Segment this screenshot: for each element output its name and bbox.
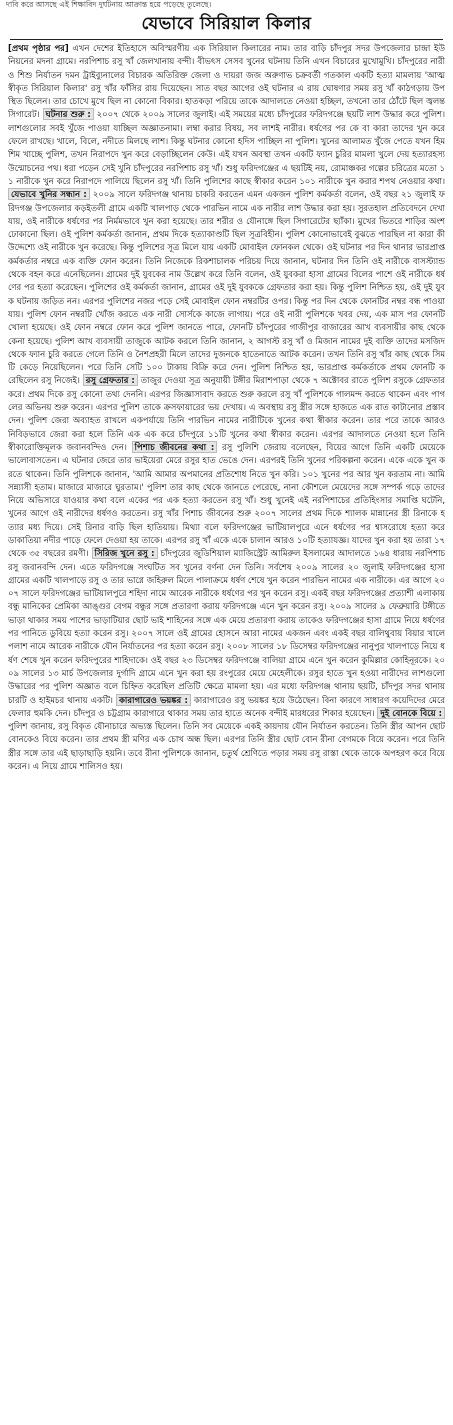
how-found-text: ২০০৯ সালে ফরিদগঞ্জ থানায় চাকরি করতেন এমন একজন পুলিশ কর্মকর্তা বলেন, ওই বছর ২১ জুলাই ফরিদগঞ্জ উপজেলার কড়ইতলী গ্রামে একটি খালপাড় থেকে পারভিন নামে এক নারীর লাশ উদ্ধার করা হয়। সুরতহাল প্রতিবেদনে দেখা যায়, ওই নারীকে ধর্ষণের পর নির্মমভাবে খুন করা হয়েছে। তার শরীর ও যৌনাঙ্গে ছিল সিগারেটের ছ্যাঁকা। মুখের ভিতরে শাড়ির অংশ ঢোকানো ছিল। ওই পুলিশ কর্মকর্তা জানান, প্রথম দিকে হত্যাকাণ্ডটি ছিল সূত্রবিহীন। পুলিশ কোনোভাবেই বুঝতে পারছিল না কারা কী উদ্দেশ্যে ওই নারীকে খুন করেছে। কিন্তু পুলিশের সূত্র মিলে যায় একটি মোবাইল ফোনকল থেকে। ওই ঘটনার পর দিন থানার ভারপ্রাপ্ত কর্মকর্তার নম্বরে এক ব্যক্তি ফোন করেন। তিনি নিজেকে রিকশাচালক পরিচয় দিয়ে জানান, ঘটনার দিন তিনি ওই নারীকে বাসস্ট্যান্ড থেকে বহন করে এনেছিলেন। গ্রামের দুই যুবকের নাম উল্লেখ করে তিনি বলেন, ওই যুবকরা হাসা গ্রামের বিলের পাশে ওই নারীকে ধর্ষণের পর হত্যা করেছেন। পুলিশের ওই কর্মকর্তা জানান, গ্রামের ওই দুই যুবককে গ্রেফতার করা হয়। কিন্তু পুলিশ নিশ্চিত হয়, ওই দুই যুবক ঘটনায় জড়িত নন। এরপর পুলিশের নজর পড়ে সেই মোবাইল ফোন নম্বরটির ওপর। কিন্তু পর দিন থেকে ফোনটির নম্বর বন্ধ পাওয়া যায়। পুলিশ ফোন নম্বরটি খোঁজ করতে এক নারী সোর্সকে কাজে লাগায়। পরে ওই নারী পুলিশকে খবর দেয়, এক মাস পর ফোনটি খোলা হয়েছে। ওই ফোন নম্বরে ফোন করে পুলিশ জানতে পারে, ফোনটি চাঁদপুরের গাজীপুর বাজারের আখ ব্যবসায়ীর কাছ থেকে কেনা হয়েছে। পুলিশ আখ ব্যবসায়ী তাজুকে আটক করলে তিনি জানান, ২ আগস্ট রসু খাঁ ও মিজান নামের দুই ব্যক্তি তাদের মসজিদ থেকে ফ্যান চুরি করতে গেলে তিনি ও নৈশপ্রহরী মিলে তাদের দুজনকে হাতেনাতে আটক করেন। তখন তিনি রসু খাঁর কাছ থেকে সিমটি কেড়ে নিয়েছিলেন। পরে তিনি সেটি ১০০ টাকায় বিক্রি করে দেন। পুলিশ নিশ্চিত হয়, ভারপ্রাপ্ত কর্মকর্তাকে প্রথম ফোনটি করেছিলেন রসু নিজেই। <box>8 189 445 386</box>
continued-from-tag: [প্রথম পৃষ্ঠার পর] <box>8 43 69 53</box>
arrest-text: তাজুর দেওয়া সূত্র অনুযায়ী টঙ্গীর মিরাশপাড়া থেকে ৭ অক্টোবর রাতে পুলিশ রসুকে গ্রেফতার করে। প্রথম দিকে রসু কোনো তথ্য দেননি। এরপর জিজ্ঞাসাবাদ করতে শুরু করলে রসু খাঁ পুলিশকে গালমন্দ করতে থাকেন এবং পাগলের অভিনয় শুরু করেন। এরপর পুলিশ তাকে ক্রসফায়ারের ভয় দেখায়। এ অবস্থায় রসু স্ত্রীর সঙ্গে হাজতে এক রাত কাটানোর প্রস্তাব দেন। পুলিশ জেরা অব্যাহত রাখলে একপর্যায়ে তিনি পারভিন নামের নারীটিকে খুনের কথা স্বীকার করেন। তার পরে তাকে আরও নিবিড়ভাবে জেরা করা হলে তিনি এক এক করে চাঁদপুরে ১১টি খুনের কথা স্বীকার করেন। এরপর আদালতে নেওয়া হলে তিনি স্বীকারোক্তিমূলক জবানবন্দিও দেন। <box>8 375 445 452</box>
subhead-two-sisters: দুই বোনকে বিয়ে : <box>377 707 445 719</box>
two-sisters-text: পুলিশ জানায়, রসু বিকৃত যৌনাচারে অভ্যস্ত ছিলেন। তিনি সব মেয়েকে একই কায়দায় যৌন নির্যাতন করতেন। তিনি স্ত্রীর আপন ছোট বোনকেও বিয়ে করেন। তার প্রথম স্ত্রী মণির এক চোখ অন্ধ ছিল। এরপর তিনি স্ত্রীর ছোট বোন রীনা বেগমকে বিয়ে করেন। পরে তিনি স্ত্রীর সঙ্গে তার এই ছাড়াছাড়ি হয়নি। তবে রীনা পুলিশকে জানান, চতুর্থ শ্রেণিতে পড়ার সময় রসু রাস্তা থেকে তাকে অপহরণ করে বিয়ে করেন। এ নিয়ে গ্রামে শালিসও হয়। <box>8 721 445 772</box>
intro-text: এখন দেশের ইতিহাসে অবিস্মরণীয় এক সিরিয়াল কিলারের নাম। তার বাড়ি চাঁদপুর সদর উপজেলার চান্দ্রা ইউনিয়নের মদনা গ্রামে। নরপিশাচ রসু খাঁ জেলখানায় বন্দী। বীভৎস সেসব খুনের ঘটনায় তিনি এখন বিচারের মুখোমুখি। চাঁদপুরের নারী ও শিশু নির্যাতন দমন ট্রাইব্যুনালের বিচারক অতিরিক্ত জেলা ও দায়রা জজ অরুণাভ চক্রবর্তী গতকাল একটি হত্যা মামলায় 'আত্মস্বীকৃত সিরিয়াল কিলার' রসু খাঁর ফাঁসির রায় দিয়েছেন। সাত বছর আগের ওই ঘটনার এ রায় ঘোষণার সময় রসু খাঁ কাঠগড়ায় উপস্থিত ছিলেন। তার চোখে মুখে ছিল না কোনো বিকার। হাতকড়া পরিয়ে তাকে আদালতে নেওয়া হচ্ছিল, তখনো তার ঠোঁটে ছিল জ্বলন্ত সিগারেট। <box>8 43 445 120</box>
beginning-text: ২০০৭ থেকে ২০০৯ সালের জুলাই। এই সময়ের মধ্যে চাঁদপুরের ফরিদগঞ্জে ছয়টি লাশ উদ্ধার করে পুলিশ। লাশগুলোর সবই খুঁজে পাওয়া যাচ্ছিল অজ্ঞাতনামা। লম্বা করার বিষয়, সব লাশই নারীর। ধর্ষণের পর কে বা কারা তাদের খুন করে ফেলে রাখছে। খালে, বিলে, নদীতে মিলছে লাশ। কিন্তু ঘটনার কোনো হদিস পাচ্ছিল না পুলিশ। খুনের আলামত খুঁজে পেতে যখন হিমশিম খাচ্ছে পুলিশ, তখন নিরাপদে খুন করে বেড়াচ্ছিলেন কেউ। এই যখন অবস্থা তখন একটি ফ্যান চুরির মামলা খুলে দেয় হত্যারহস্য উন্মোচনের পথ। ধরা পড়েন সেই খুনি চাঁদপুরের নরপিশাচ রসু খাঁ। শুধু ফরিদগঞ্জের এ ছয়টিই নয়, রোমাঞ্চকর গল্পের চরিত্রের মতো ১১ নারীকে খুন করে নিরাপদে পালিয়ে ছিলেন রসু খাঁ। তিনি পুলিশের কাছে স্বীকার করেন ১০১ নারীকে খুন করার শপথ নেওয়ার কথা। <box>8 109 445 186</box>
headline-divider <box>10 39 443 40</box>
article-headline: যেভাবে সিরিয়াল কিলার <box>141 14 312 34</box>
subhead-serial-murders: সিরিজ খুনে রসু : <box>92 547 158 559</box>
paragraph-intro <box>8 42 445 773</box>
subhead-how-found: যেভাবে খুনির সন্ধান : <box>8 188 90 200</box>
clipped-previous-line: দাবি করে আসছে এই শিক্ষাবিদ দুর্ঘটনায় আক্রান্ত হয়ে পড়েছে তুলেছে। <box>6 0 212 9</box>
article-body <box>8 42 445 1420</box>
subhead-beginning: ঘটনার শুরু : <box>43 108 94 120</box>
subhead-prison: কারাগারেও ভয়ঙ্কর : <box>116 694 191 706</box>
subhead-arrest: রসু গ্রেফতার : <box>83 374 138 386</box>
life-text: রসু পুলিশি জেরায় বলেছেন, বিয়ের আগে তিনি একটি মেয়েকে ভালোবাসতেন। এ ঘটনার জেরে তার ভাইয়েরা মেরে রসুর হাত ভেঙে দেন। এরপরই তিনি খুনের পরিকল্পনা করেন। একে একে খুন করতে থাকেন। তিনি পুলিশকে জানান, 'আমি আমার অপমানের প্রতিশোধ নিতে খুন করি। ১০১ খুনের পর আর খুন করতাম না। আমি সন্ন্যাসী হতাম। মাজারে মাজারে ঘুরতাম।' পুলিশ তার কাছ থেকে জানতে পেরেছে, নানা কৌশলে মেয়েদের সঙ্গে সম্পর্ক গড়ে তাদের নিয়ে অভিসারে যাওয়ার কথা বলে একের পর এক হত্যা করতেন রসু খাঁ। শুধু খুনেই এই নরপিশাচের প্রতিহিংসার সমাপ্তি ঘটেনি, খুনের আগে ওই নারীদের ধর্ষণও করতেন। রসু খাঁর পিশাচ জীবনের শুরু ২০০৭ সালের প্রথম দিকে শ্যালক মান্নানের স্ত্রী রিনাকে হত্যার মধ্য দিয়ে। সেই রিনার বাড়ি ছিল হাতিয়ায়। মিথ্যা বলে ফরিদগঞ্জের ভাটিয়ালপুরে এনে ধর্ষণের পর শ্বাসরোধে হত্যা করে ডাকাতিয়া নদীর পাড়ে ফেলে দেওয়া হয় তাকে। এরপর রসু খাঁ একে একে চালান আরও ১০টি হত্যাযজ্ঞ। যাদের খুন করা হয় তারা ১৭ থেকে ৩৫ বছরের রমণী। <box>8 441 445 559</box>
prison-text: কারাগারেও রসু ভয়ঙ্কর হয়ে উঠেছেন। বিনা কারণে সাধারণ কয়েদিদের মেরে ফেলার হুমকি দেন। চাঁদপুর ও চট্টগ্রাম কারাগারে থাকার সময় তার হাতে অনেক বন্দীই মারধরের শিকার হয়েছেন। <box>8 694 445 718</box>
subhead-life: পিশাচ জীবনের কথা : <box>132 441 218 453</box>
serial-murders-text: চাঁদপুরের জুডিশিয়াল ম্যাজিস্ট্রেট আমিরুল ইসলামের আদালতে ১৬৪ ধারায় নরপিশাচ রসু জবানবন্দি দেন। এতে ফরিদগঞ্জে সংঘটিত সব খুনের বর্ণনা দেন তিনি। সর্বশেষ ২০০৯ সালের ২০ জুলাই ফরিদগঞ্জের হাসা গ্রামের একটি খালপাড়ে রসু ও তার ভাগ্নে জহিরুল মিলে পালাক্রমে ধর্ষণ শেষে খুন করেন পারভিন নামের এক নারীকে। এর আগে ২০০৭ সালে ফরিদগঞ্জের ভাটিয়ালপুরে শহিদা নামে আরেক নারীকে ধর্ষণের পর খুন করেন রসু। একই বছর ফরিদগঞ্জের প্রত্যাশী এলাকায় বন্ধু মানিকের প্রেমিকা আঙ্গুর বেগম বন্ধুর সঙ্গে প্রতারণা করায় ফরিদগঞ্জে এনে খুন করেন রসু। ২০০৯ সালের ৯ ফেব্রুয়ারি টঙ্গীতে ভাড়া থাকার সময় পাশের ভাড়াটিয়ার ছোট ভাই শাহিনের সঙ্গে এক মেয়ে প্রতারণা করায় তাকেও ফরিদগঞ্জের হাসা গ্রামে নিয়ে ধর্ষণের পর পানিতে ডুবিয়ে হত্যা করেন রসু। ২০০৭ সালে ওই গ্রামের হোসনে আরা নামের একজন এবং একই বছর বালিথুবায় বিয়ার খালে পলাশ নামে আরেক নারীকে যৌন নির্যাতনের পর হত্যা করেন রসু। ২০০৮ সালের ১৮ ডিসেম্বর ফরিদগঞ্জের নানুপুর খালপাড়ে নিয়ে ধর্ষণ শেষে খুন করেন ফরিদপুরের শাহিদাকে। ওই বছর ২৩ ডিসেম্বর ফরিদগঞ্জে বালিয়া গ্রামে এনে খুন করেন কুমিল্লার কোহিনূরকে। ২০০৯ সালের ১৩ মার্চ উপজেলার দুর্গাদি গ্রামে এনে খুন করা হয় রংপুরের মেয়ে মেহেলীকে। রসুর হাতে খুন হওয়া নারীদের লাশগুলো উদ্ধারের পর পুলিশ অজ্ঞাত বলে চিহ্নিত করেছিল প্রতিটি ক্ষেত্রে মামলা হয়। এর মধ্যে ফরিদগঞ্জ থানায় ছয়টি, চাঁদপুর সদর থানায় চারটি ও হাইমচর থানায় একটি। <box>8 548 445 705</box>
